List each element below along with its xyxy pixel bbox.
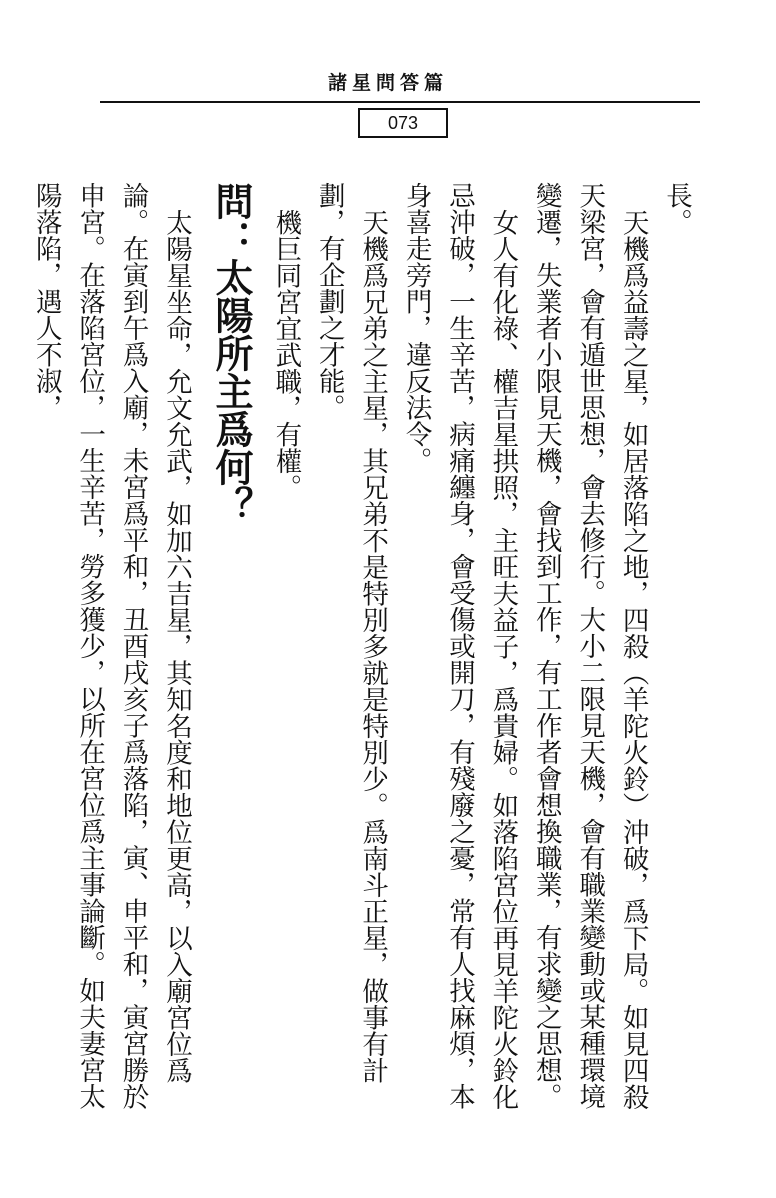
running-header-title: 諸星問答篇 xyxy=(327,72,448,94)
paragraph-4: 天機爲兄弟之主星，其兄弟不是特別多就是特別少。爲南斗正星，做事有計劃，有企劃之才能。 xyxy=(313,182,389,1083)
page-number: 073 xyxy=(387,113,419,133)
paragraph-5: 機巨同宮宜武職，有權。 xyxy=(270,208,302,500)
paragraph-6: 太陽星坐命，允文允武，如加六吉星，其知名度和地位更高，以入廟宮位爲論。在寅到午爲入廟，未宮爲平和，丑酉戌亥子爲落陷，寅、申平和，寅宮勝於申宮。在落陷宮位，一生辛苦，勞多獲少，以所在宮位爲主事論斷。如夫妻宮太陽落陷，遇人不淑， xyxy=(30,182,192,1110)
paragraph-3: 女人有化祿、權吉星拱照，主旺夫益子，爲貴婦。如落陷宮位再見羊陀火鈴化忌沖破，一生辛苦，病痛纏身，會受傷或開刀，有殘廢之憂，常有人找麻煩，本身喜走旁門，違反法令。 xyxy=(400,182,519,1110)
body-text xyxy=(30,182,698,1122)
header-rule xyxy=(100,101,700,103)
page-number-box xyxy=(358,108,448,138)
paragraph-1: 長。 xyxy=(661,182,692,235)
question-heading: 問：太陽所主爲何？ xyxy=(208,182,253,524)
paragraph-2: 天機爲益壽之星，如居落陷之地，四殺（羊陀火鈴）沖破，爲下局。如見四殺天梁宮，會有遁世思想，會去修行。大小二限見天機，會有職業變動或某種環境變遷，失業者小限見天機，會找到工作，有工作者會想換職業，有求變之思想。 xyxy=(530,182,649,1110)
